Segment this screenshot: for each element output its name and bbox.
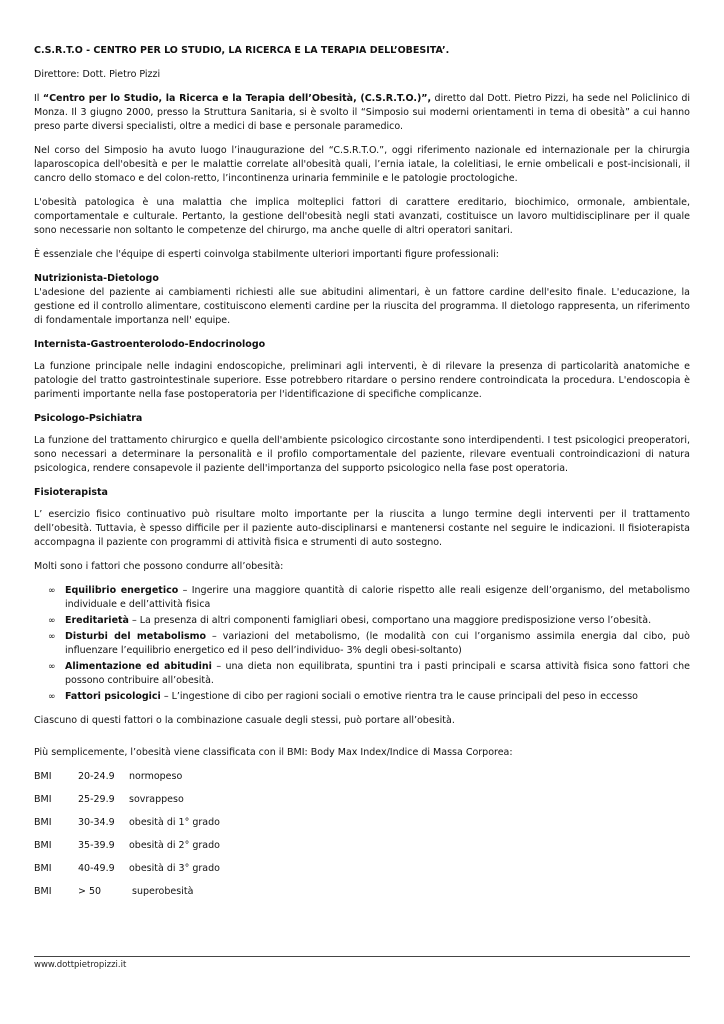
bmi-label: BMI [34, 817, 52, 828]
bmi-range: 25-29.9 [78, 794, 115, 805]
infinity-bullet-icon: ∞ [48, 586, 56, 596]
table-row [34, 770, 220, 793]
infinity-bullet-icon: ∞ [48, 632, 56, 642]
factor-term: Ereditarietà [65, 615, 129, 626]
factor-text: – una dieta non equilibrata, spuntini tra i pasti principali e scarsa attività fisica sono fattori che possono contribuire all’obesità. [65, 661, 690, 686]
factor-term: Equilibrio energetico [65, 585, 179, 596]
factor-text: – L’ingestione di cibo per ragioni sociali o emotive rientra tra le cause principali del peso in eccesso [160, 691, 638, 702]
list-item [34, 660, 690, 688]
section-text-fisioterapista: L’ esercizio fisico continuativo può risultare molto importante per la riuscita a lungo termine degli interventi per il trattamento dell’obesità. Tuttavia, è spesso difficile per il paziente auto-disciplinarsi e mantenersi costante nel seguire le indicazioni. Il fisioterapista accompagna il paziente con programmi di attività fisica e strumenti di auto sostegno. [34, 509, 690, 548]
list-item [34, 690, 690, 704]
section-text-nutrizionista: L'adesione del paziente ai cambiamenti richiesti alle sue abitudini alimentari, è un fattore cardine dell'esito finale. L'educazione, la gestione ed il controllo alimentare, costituiscono elementi cardine per la riuscita del programma. Il dietologo rappresenta, un riferimento di fondamentale importanza nell' equipe. [34, 287, 690, 326]
bmi-category: superobesità [129, 886, 194, 897]
centre-name: “Centro per lo Studio, la Ricerca e la Terapia dell’Obesità, (C.S.R.T.O.)”, [42, 93, 432, 104]
bmi-category: obesità di 3° grado [129, 863, 220, 874]
infinity-bullet-icon: ∞ [48, 692, 56, 702]
bmi-table [34, 770, 220, 908]
infinity-bullet-icon: ∞ [48, 662, 56, 672]
list-item [34, 584, 690, 612]
document-body [34, 44, 690, 908]
bmi-range: 40-49.9 [78, 863, 115, 874]
bmi-range: > 50 [78, 886, 102, 897]
bmi-range: 30-34.9 [78, 817, 115, 828]
factors-list [34, 584, 690, 704]
list-item [34, 630, 690, 658]
footer-website: www.dottpietropizzi.it [34, 960, 127, 970]
bmi-label: BMI [34, 863, 52, 874]
factor-term: Alimentazione ed abitudini [65, 661, 212, 672]
table-row [34, 885, 220, 908]
table-row [34, 839, 220, 862]
intro-pre: Il [34, 93, 43, 104]
factor-term: Disturbi del metabolismo [65, 631, 207, 642]
section-heading-internista: Internista-Gastroenterolodo-Endocrinologo [34, 339, 266, 350]
team-paragraph: È essenziale che l'équipe di esperti coinvolga stabilmente ulteriori importanti figure professionali: [34, 249, 499, 260]
table-row [34, 862, 220, 885]
bmi-category: obesità di 1° grado [129, 817, 220, 828]
bmi-category: sovrappeso [129, 794, 184, 805]
bmi-label: BMI [34, 886, 52, 897]
section-heading-fisioterapista: Fisioterapista [34, 487, 108, 498]
bmi-range: 20-24.9 [78, 771, 115, 782]
factor-text: – La presenza di altri componenti famigliari obesi, comportano una maggiore predisposizione verso l’obesità. [128, 615, 652, 626]
table-row [34, 816, 220, 839]
infinity-bullet-icon: ∞ [48, 616, 56, 626]
bmi-label: BMI [34, 771, 52, 782]
factor-term: Fattori psicologici [65, 691, 161, 702]
section-heading-nutrizionista: Nutrizionista-Dietologo [34, 273, 159, 284]
bmi-category: obesità di 2° grado [129, 840, 220, 851]
intro-post: diretto dal Dott. Pietro Pizzi, ha sede nel Policlinico di Monza. Il 3 giugno 2000, presso la Struttura Sanitaria, si è svolto il “Simposio sui moderni orientamenti in tema di obesità” a cui hanno preso parte diversi specialisti, oltre a medici di base e personale paramedico. [34, 93, 691, 132]
bmi-range: 35-39.9 [78, 840, 115, 851]
bmi-intro: Più semplicemente, l’obesità viene classificata con il BMI: Body Max Index/Indice di Massa Corporea: [34, 747, 513, 758]
section-text-internista: La funzione principale nelle indagini endoscopiche, preliminari agli interventi, è di rilevare la presenza di particolarità anatomiche e patologie del tratto gastrointestinale superiore. Esse potrebbero ritardare o persino rendere controindicata la procedura. L'endoscopia è parimenti importante nella fase postoperatoria per l'identificazione di specifiche complicanze. [34, 361, 690, 400]
table-row [34, 793, 220, 816]
pathology-paragraph: L'obesità patologica è una malattia che implica molteplici fattori di carattere ereditario, biochimico, ormonale, ambientale, comportamentale e culturale. Pertanto, la gestione dell'obesità negli stati avanzati, costituisce un lavoro multidisciplinare per il quale sono necessarie non soltanto le competenze del chirurgo, ma anche quelle di altri operatori sanitari. [34, 197, 690, 236]
factor-text: – Ingerire una maggiore quantità di calorie rispetto alle reali esigenze dell’organismo, del metabolismo individuale e dell’attività fisica [65, 585, 690, 610]
factors-outro: Ciascuno di questi fattori o la combinazione casuale degli stessi, può portare all’obesità. [34, 715, 455, 726]
footer-divider [34, 956, 690, 957]
section-text-psicologo: La funzione del trattamento chirurgico e quella dell'ambiente psicologico circostante sono interdipendenti. I test psicologici preoperatori, sono necessari a determinare la personalità e il profilo comportamentale del paziente, rilevare eventuali controindicazioni di natura psicologica, rendere consapevole il paziente dell'importanza del supporto psicologico nella fase post operatoria. [34, 435, 690, 474]
bmi-category: normopeso [129, 771, 183, 782]
director-line: Direttore: Dott. Pietro Pizzi [34, 69, 161, 80]
bmi-label: BMI [34, 794, 52, 805]
intro-paragraph [34, 92, 690, 134]
factors-intro: Molti sono i fattori che possono condurre all’obesità: [34, 561, 284, 572]
document-title: C.S.R.T.O - CENTRO PER LO STUDIO, LA RICERCA E LA TERAPIA DELL’OBESITA’. [34, 45, 450, 56]
bmi-label: BMI [34, 840, 52, 851]
section-heading-psicologo: Psicologo-Psichiatra [34, 413, 143, 424]
list-item [34, 614, 690, 628]
symposium-paragraph: Nel corso del Simposio ha avuto luogo l’inaugurazione del “C.S.R.T.O.”, oggi riferimento nazionale ed internazionale per la chirurgia laparoscopica dell'obesità e per le malattie correlate all'obesità quali, l’ernia iatale, la colelitiasi, le ernie ombelicali e post-incisionali, il cancro dello stomaco e del colon-retto, l’incontinenza urinaria femminile e le patologie proctologiche. [34, 145, 690, 184]
factor-text: – variazioni del metabolismo, (le modalità con cui l’organismo assimila energia dal cibo, può influenzare l’equilibrio energetico ed il peso dell’individuo- 3% degli obesi-soltanto) [65, 631, 690, 656]
